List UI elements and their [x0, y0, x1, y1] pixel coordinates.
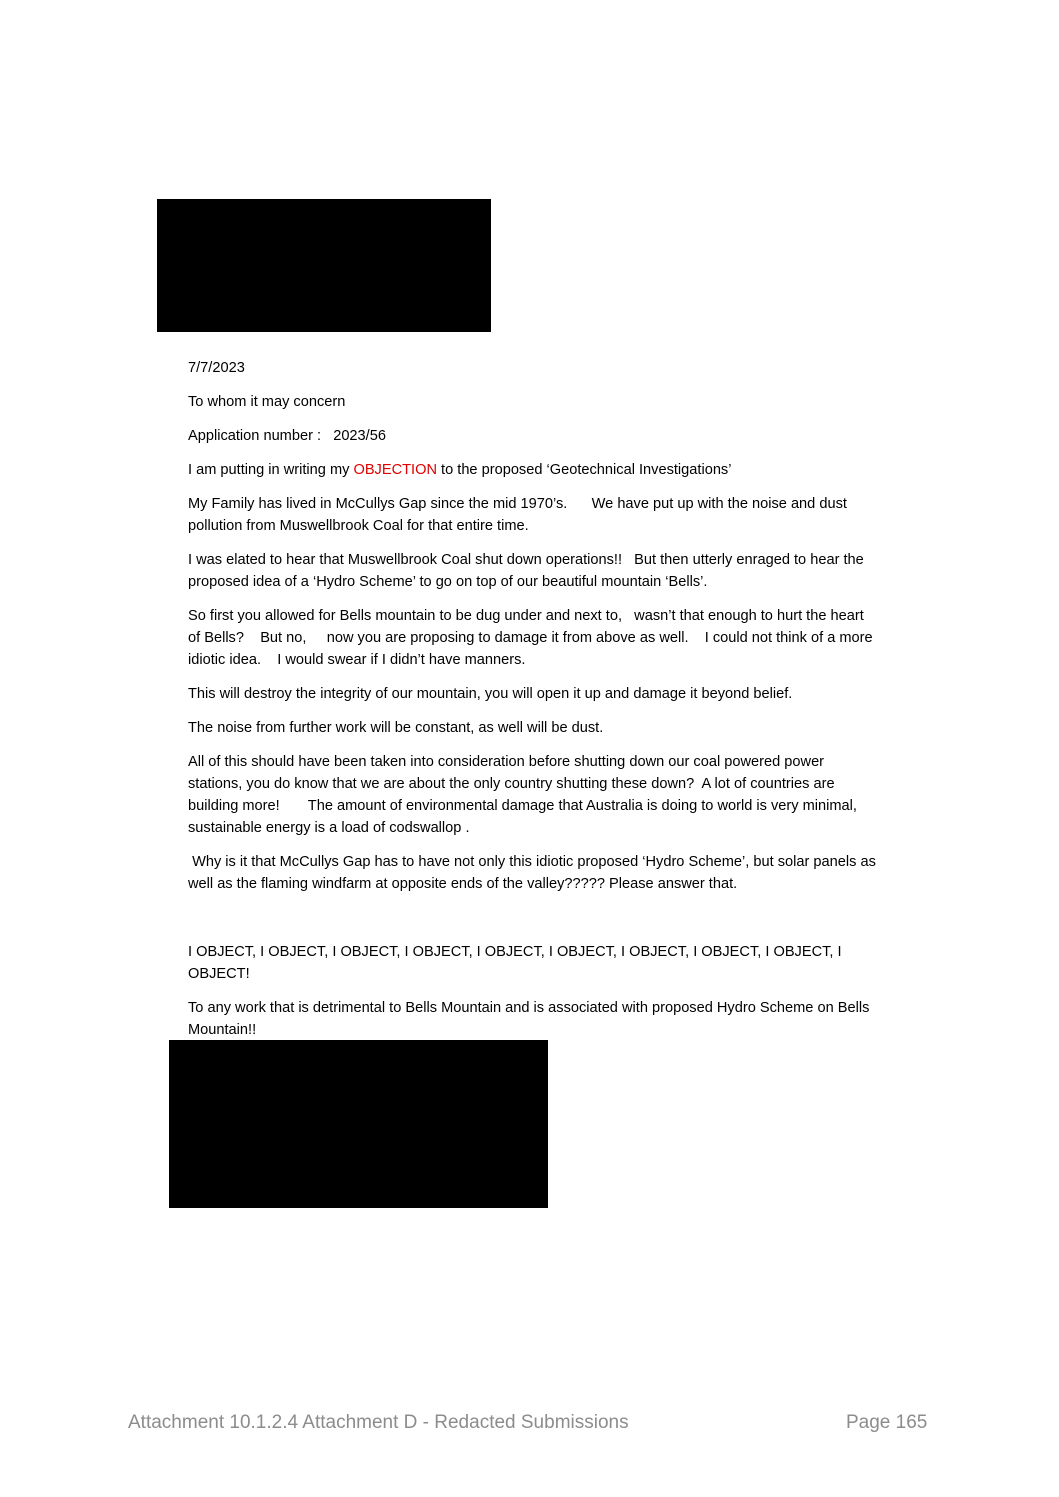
paragraph-noise: The noise from further work will be constant, as well will be dust.: [188, 720, 604, 736]
footer-page-number: Page 165: [846, 1412, 928, 1433]
paragraph-power-stations: All of this should have been taken into consideration before shutting down our coal powered power stations, you do know that we are about the only country shutting these down? A lot of countries are building more! The amount of environmental damage that Australia is doing to world is very minimal, sustainable energy is a load of codswallop .: [188, 754, 870, 836]
objection-suffix: to the proposed ‘Geotechnical Investigations’: [436, 462, 732, 478]
objection-statement: [188, 459, 878, 481]
paragraph-family-history: My Family has lived in McCullys Gap since the mid 1970’s. We have put up with the noise and dust pollution from Muswellbrook Coal for that entire time.: [188, 496, 851, 534]
application-number: Application number : 2023/56: [188, 428, 386, 444]
repeated-objections: I OBJECT, I OBJECT, I OBJECT, I OBJECT, I OBJECT, I OBJECT, I OBJECT, I OBJECT, I OBJECT, I OBJECT!: [188, 944, 846, 982]
objection-prefix: I am putting in writing my: [188, 462, 354, 478]
letter-date: 7/7/2023: [188, 360, 245, 376]
objection-highlight: OBJECTION: [353, 462, 437, 478]
redacted-signature-block: [169, 1040, 548, 1208]
footer-attachment-label: Attachment 10.1.2.4 Attachment D - Redacted Submissions: [128, 1412, 629, 1433]
paragraph-coal-shutdown: I was elated to hear that Muswellbrook Coal shut down operations!! But then utterly enraged to hear the proposed idea of a ‘Hydro Scheme’ to go on top of our beautiful mountain ‘Bells’.: [188, 552, 868, 590]
paragraph-bells-damage: So first you allowed for Bells mountain to be dug under and next to, wasn’t that enough to hurt the heart of Bells? But no, now you are proposing to damage it from above as well. I could not think of a more idiotic idea. I would swear if I didn’t have manners.: [188, 608, 877, 668]
spacer: [188, 907, 878, 941]
letter-salutation: To whom it may concern: [188, 394, 346, 410]
letter-body: [188, 357, 878, 1053]
redacted-header-block: [157, 199, 491, 332]
paragraph-integrity: This will destroy the integrity of our mountain, you will open it up and damage it beyond belief.: [188, 686, 793, 702]
paragraph-mccullys-gap: Why is it that McCullys Gap has to have not only this idiotic proposed ‘Hydro Scheme’, but solar panels as well as the flaming windfarm at opposite ends of the valley????? Please answer that.: [188, 854, 880, 892]
closing-statement: To any work that is detrimental to Bells Mountain and is associated with proposed Hydro Scheme on Bells Mountain!!: [188, 1000, 874, 1038]
